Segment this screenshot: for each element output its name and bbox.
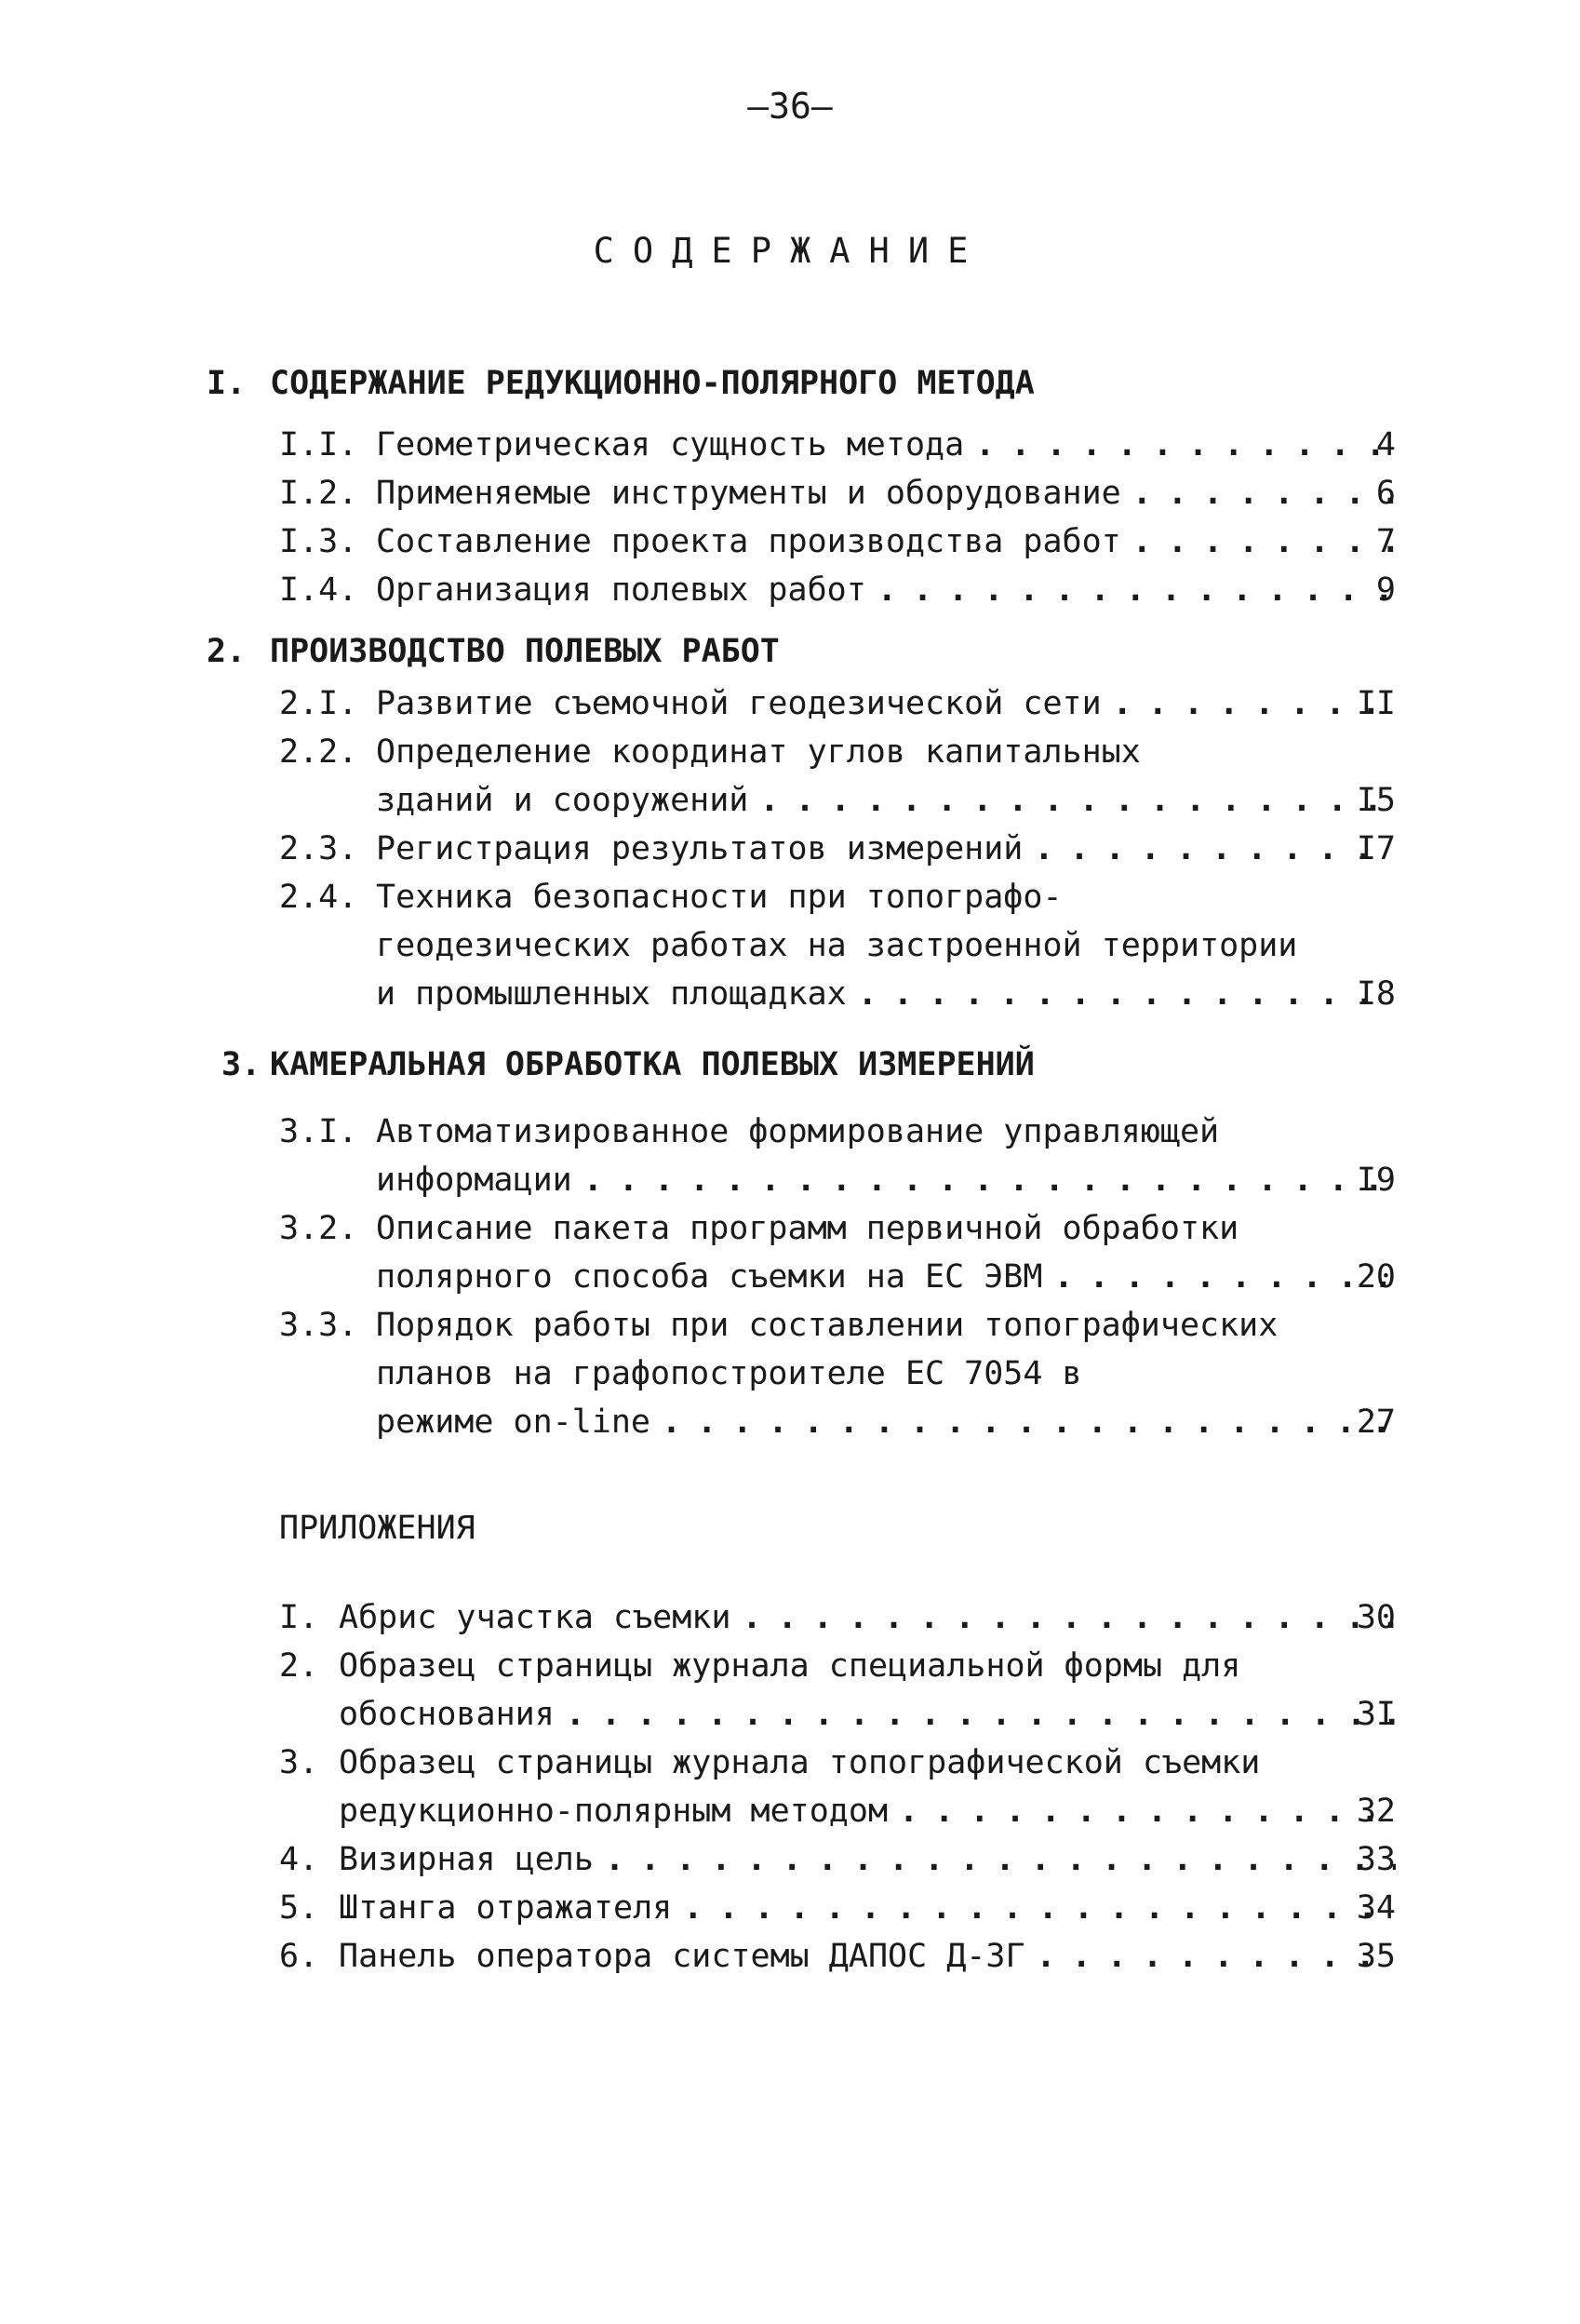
entry-text: Регистрация результатов измерений: [376, 830, 1024, 867]
toc-entry-first-line: [279, 1210, 1396, 1258]
entry-page: 27: [1356, 1404, 1396, 1441]
entry-text: Описание пакета программ первичной обработки: [376, 1210, 1239, 1247]
entry-number: I.: [279, 1599, 319, 1636]
section-heading-3: [207, 1046, 1035, 1083]
dot-leader: [877, 571, 1396, 609]
entry-text: Применяемые инструменты и оборудование: [376, 475, 1121, 512]
entry-text: Образец страницы журнала топографической съемки: [339, 1744, 1261, 1781]
toc-entry-first-line: [279, 879, 1396, 927]
dot-leader: [742, 1599, 1396, 1636]
entry-text: полярного способа съемки на ЕС ЭВМ: [376, 1258, 1043, 1296]
appendix-entry-first-line: [279, 1647, 1396, 1696]
entry-page: 35: [1356, 1938, 1396, 1975]
entry-text: Определение координат углов капитальных: [376, 733, 1141, 771]
dot-leader: [583, 1162, 1396, 1199]
entry-page: 4: [1375, 426, 1396, 463]
entry-text: Развитие съемочной геодезической сети: [376, 685, 1102, 722]
appendix-entry-first-line: [279, 1744, 1396, 1793]
entry-text: информации: [376, 1162, 572, 1199]
toc-entry: [279, 830, 1396, 879]
entry-text: Организация полевых работ: [376, 571, 866, 609]
entry-page: 6: [1375, 475, 1396, 512]
entry-text: Панель оператора системы ДАПОС Д-3Г: [339, 1938, 1025, 1975]
section-number: I.: [207, 365, 247, 402]
dot-leader: [1113, 685, 1396, 722]
toc-entry-last-line: [279, 975, 1396, 1024]
toc-entry-continuation: [279, 1355, 1396, 1404]
dot-leader: [1034, 830, 1396, 867]
toc-entry-continuation: [279, 927, 1396, 975]
entry-text: Техника безопасности при топографо-: [376, 879, 1063, 916]
entry-number: I.4.: [279, 571, 358, 609]
section-title: КАМЕРАЛЬНАЯ ОБРАБОТКА ПОЛЕВЫХ ИЗМЕРЕНИЙ: [270, 1046, 1035, 1083]
entry-text: зданий и сооружений: [376, 782, 749, 819]
entry-text: режиме on-line: [376, 1404, 651, 1441]
toc-entry-first-line: [279, 1113, 1396, 1162]
toc-entry-last-line: [279, 1258, 1396, 1307]
appendix-entry-last-line: [279, 1696, 1396, 1744]
entry-page: 20: [1356, 1258, 1396, 1296]
entry-text: Геометрическая сущность метода: [376, 426, 965, 463]
section-title: СОДЕРЖАНИЕ РЕДУКЦИОННО-ПОЛЯРНОГО МЕТОДА: [270, 365, 1035, 402]
dot-leader: [662, 1404, 1396, 1441]
dot-leader: [605, 1841, 1396, 1878]
entry-page: I7: [1356, 830, 1396, 867]
entry-page: 3I: [1356, 1696, 1396, 1733]
section-title: ПРОИЗВОДСТВО ПОЛЕВЫХ РАБОТ: [270, 633, 780, 670]
dot-leader: [566, 1696, 1396, 1733]
entry-text: редукционно-полярным методом: [339, 1793, 889, 1830]
appendix-entry: [279, 1841, 1396, 1889]
dot-leader: [1037, 1938, 1396, 1975]
entry-number: 3.3.: [279, 1307, 358, 1344]
dot-leader: [975, 426, 1396, 463]
appendix-entry: [279, 1599, 1396, 1647]
entry-page: I8: [1356, 975, 1396, 1013]
entry-number: I.I.: [279, 426, 358, 463]
section-number: 2.: [207, 633, 247, 670]
appendices-heading: ПРИЛОЖЕНИЯ: [279, 1510, 475, 1547]
entry-number: 3.2.: [279, 1210, 358, 1247]
dot-leader: [683, 1889, 1396, 1927]
toc-entry: [279, 685, 1396, 733]
entry-page: I9: [1356, 1162, 1396, 1199]
entry-number: 2.4.: [279, 879, 358, 916]
dot-leader: [1132, 475, 1396, 512]
entry-number: 3.: [279, 1744, 319, 1781]
entry-text: Составление проекта производства работ: [376, 523, 1121, 560]
entry-text: Образец страницы журнала специальной формы для: [339, 1647, 1241, 1685]
entry-number: 4.: [279, 1841, 319, 1878]
entry-page: 32: [1356, 1793, 1396, 1830]
entry-page: II: [1356, 685, 1396, 722]
entry-number: 2.3.: [279, 830, 358, 867]
section-heading-1: [207, 365, 1035, 402]
appendix-entry: [279, 1889, 1396, 1938]
entry-text: геодезических работах на застроенной территории: [376, 927, 1298, 964]
entry-page: 30: [1356, 1599, 1396, 1636]
entry-text: и промышленных площадках: [376, 975, 847, 1013]
toc-entry: [279, 571, 1396, 620]
entry-page: I5: [1356, 782, 1396, 819]
dot-leader: [899, 1793, 1396, 1830]
entry-text: Порядок работы при составлении топографических: [376, 1307, 1279, 1344]
entry-page: 9: [1375, 571, 1396, 609]
entry-number: 2.: [279, 1647, 319, 1685]
entry-number: 2.2.: [279, 733, 358, 771]
toc-entry-first-line: [279, 1307, 1396, 1355]
entry-page: 34: [1356, 1889, 1396, 1927]
toc-entry-last-line: [279, 782, 1396, 830]
entry-text: Автоматизированное формирование управляющей: [376, 1113, 1220, 1150]
entry-page: 7: [1375, 523, 1396, 560]
dot-leader: [1053, 1258, 1396, 1296]
entry-number: 2.I.: [279, 685, 358, 722]
entry-text: планов на графопостроителе ЕС 7054 в: [376, 1355, 1082, 1392]
entry-number: 3.I.: [279, 1113, 358, 1150]
toc-entry: [279, 475, 1396, 523]
entry-text: обоснования: [339, 1696, 555, 1733]
page-title: СОДЕРЖАНИЕ: [593, 231, 987, 271]
entry-number: I.2.: [279, 475, 358, 512]
entry-number: 5.: [279, 1889, 319, 1927]
section-number: 3.: [221, 1046, 261, 1083]
appendix-entry-last-line: [279, 1793, 1396, 1841]
toc-entry: [279, 523, 1396, 571]
section-heading-2: [207, 633, 780, 670]
toc-entry-last-line: [279, 1404, 1396, 1452]
toc-entry: [279, 426, 1396, 475]
dot-leader: [759, 782, 1396, 819]
entry-page: 33: [1356, 1841, 1396, 1878]
toc-entry-last-line: [279, 1162, 1396, 1210]
entry-number: 6.: [279, 1938, 319, 1975]
entry-text: Абрис участка съемки: [339, 1599, 731, 1636]
toc-entry-first-line: [279, 733, 1396, 782]
dot-leader: [1132, 523, 1396, 560]
page-number: —36—: [747, 86, 833, 127]
entry-text: Визирная цель: [339, 1841, 594, 1878]
entry-number: I.3.: [279, 523, 358, 560]
entry-text: Штанга отражателя: [339, 1889, 673, 1927]
dot-leader: [858, 975, 1396, 1013]
appendix-entry: [279, 1938, 1396, 1986]
